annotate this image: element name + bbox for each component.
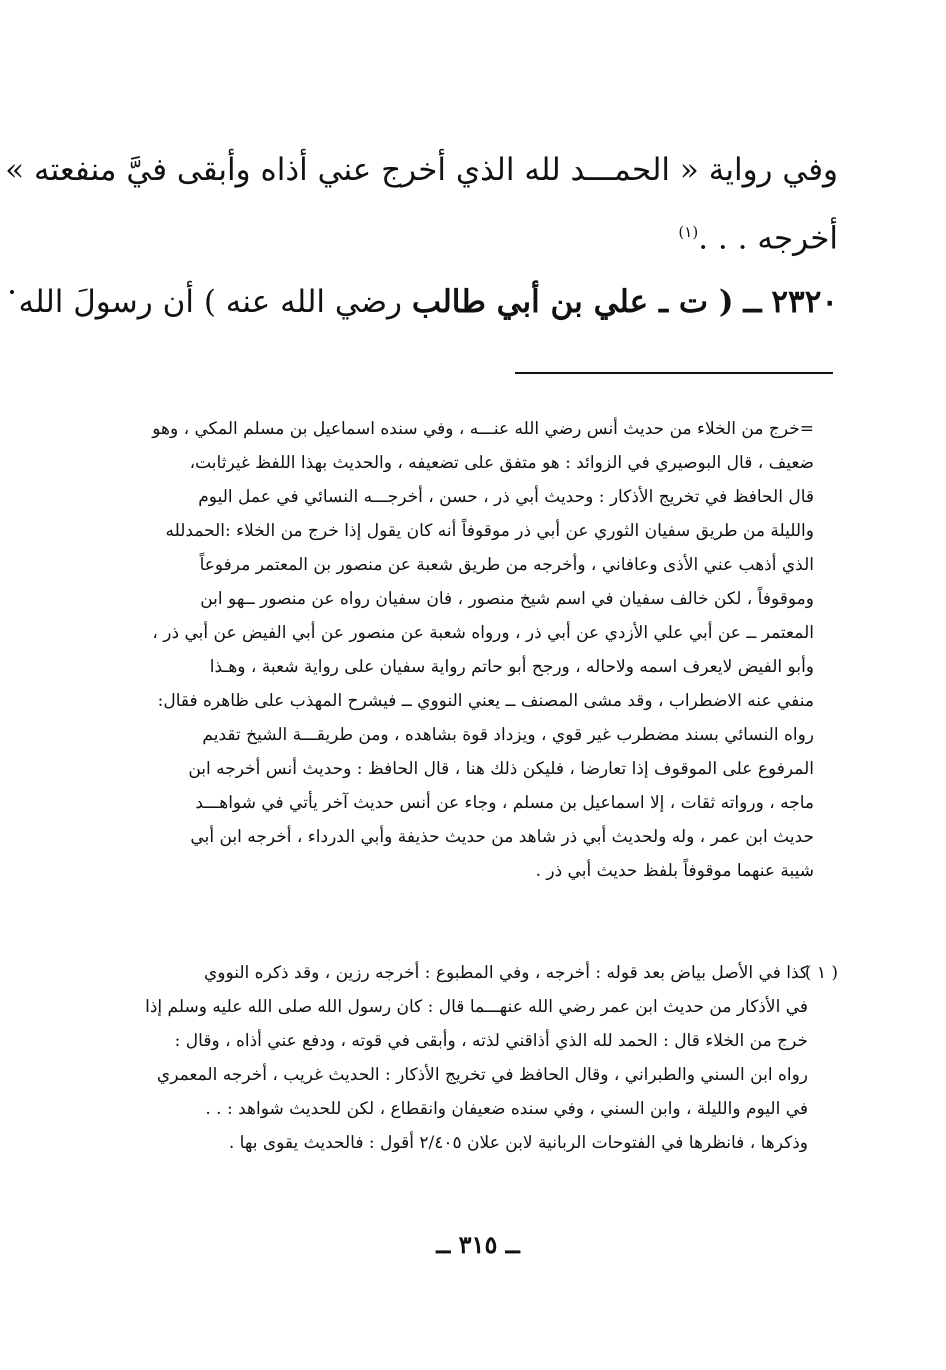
footnote-line: شيبة عنهما موقوفاً بلفظ حديث أبي ذر . — [535, 861, 814, 881]
footnote-line: =خرج من الخلاء من حديث أنس رضي الله عنـــه ، وفي سنده اسماعيل بن مسلم المكي ، وهو — [152, 419, 814, 439]
footnote-line: في اليوم والليلة ، وابن السني ، وفي سنده ضعيفان وانقطاع ، لكن للحديث شواهد : . . — [205, 1099, 808, 1119]
footnote-line: قال الحافظ في تخريج الأذكار : وحديث أبي ذر ، حسن ، أخرجـــه النسائي في عمل اليوم — [198, 487, 814, 507]
footnote-line: ضعيف ، قال البوصيري في الزوائد : هو متفق على تضعيفه ، والحديث بهذا اللفظ غيرثابت، — [189, 453, 814, 473]
footnote-line: المعتمر ــ عن أبي علي الأزدي عن أبي ذر ، ورواه شعبة عن منصور عن أبي الفيض عن أبي ذر ، — [152, 623, 814, 643]
footnote-line: في الأذكار من حديث ابن عمر رضي الله عنهـــما قال : كان رسول الله صلى الله عليه وسلم إذا — [145, 997, 808, 1017]
footnote-line: منفي عنه الاضطراب ، وقد مشى المصنف ــ يعني النووي ــ فيشرح المهذب على ظاهره فقال: — [157, 691, 814, 711]
footnote-1 — [118, 956, 838, 1160]
footnote-line: وأبو الفيض لايعرف اسمه ولاحاله ، ورجح أبو حاتم رواية سفيان على رواية شعبة ، وهـذا — [209, 657, 814, 677]
footnote-line: رواه النسائي بسند مضطرب غير قوي ، ويزداد قوة بشاهده ، ومن طريقـــة الشيخ تقديم — [202, 725, 814, 745]
footnote-divider — [515, 372, 833, 374]
hadith-dash: ــ — [743, 284, 762, 320]
main-text-line-2-content: أخرجه . . . — [698, 220, 838, 257]
footnote-1-marker: ( ١ ) — [804, 963, 838, 983]
footnote-line: رواه ابن السني والطبراني ، وقال الحافظ في تخريج الأذكار : الحديث غريب ، أخرجه المعمري — [156, 1065, 808, 1085]
main-text-line-2 — [118, 212, 838, 258]
main-text-line-1 — [5, 150, 838, 190]
footnote-line: ماجه ، ورواته ثقات ، إلا اسماعيل بن مسلم ، وجاء عن أنس حديث آخر يأتي في شواهـــد — [195, 793, 814, 813]
stray-mark — [10, 290, 14, 294]
main-text-line-1-content: وفي رواية « الحمـــد لله الذي أخرج عني أذاه وأبقى فيَّ منفعته » — [5, 152, 838, 188]
footnote-continuation — [124, 412, 814, 888]
footnote-line: المرفوع على الموقوف إذا تعارضا ، فليكن ذلك هنا ، قال الحافظ : وحديث أنس أخرجه ابن — [188, 759, 814, 779]
footnote-line: كذا في الأصل بياض بعد قوله : أخرجه ، وفي المطبوع : أخرجه رزين ، وقد ذكره النووي — [203, 963, 808, 983]
page-number: ــ ٣١٥ ــ — [436, 1230, 520, 1259]
hadith-source: ( ت ـ علي بن أبي طالب — [411, 284, 734, 320]
footnote-line: وذكرها ، فانظرها في الفتوحات الربانية لابن علان ٢/٤٠٥ أقول : فالحديث يقوى بها . — [228, 1133, 808, 1153]
main-text-line-3 — [18, 282, 838, 322]
footnote-1-lines — [118, 956, 808, 1160]
hadith-number: ٢٣٢٠ — [771, 284, 838, 320]
footnote-line: الذي أذهب عني الأذى وعافاني ، وأخرجه من طريق شعبة عن منصور بن المعتمر مرفوعاً — [199, 555, 814, 575]
footnote-line: خرج من الخلاء قال : الحمد لله الذي أذاقني لذته ، وأبقى في قوته ، ودفع عني أذاه ، وقال : — [174, 1031, 808, 1051]
footnote-line: والليلة من طريق سفيان الثوري عن أبي ذر موقوفاً أنه كان يقول إذا خرج من الخلاء :الحمدلله — [165, 521, 814, 541]
footnote-line: حديث ابن عمر ، وله ولحديث أبي ذر شاهد من حديث حذيفة وأبي الدرداء ، أخرجه ابن أبي — [190, 827, 814, 847]
footnote-reference[interactable]: (١) — [678, 223, 699, 241]
footnote-line: وموقوفاً ، لكن خالف سفيان في اسم شيخ منصور ، فان سفيان رواه عن منصور ــهو ابن — [200, 589, 814, 609]
hadith-text-start: رضي الله عنه ) أن رسولَ الله — [18, 284, 403, 320]
